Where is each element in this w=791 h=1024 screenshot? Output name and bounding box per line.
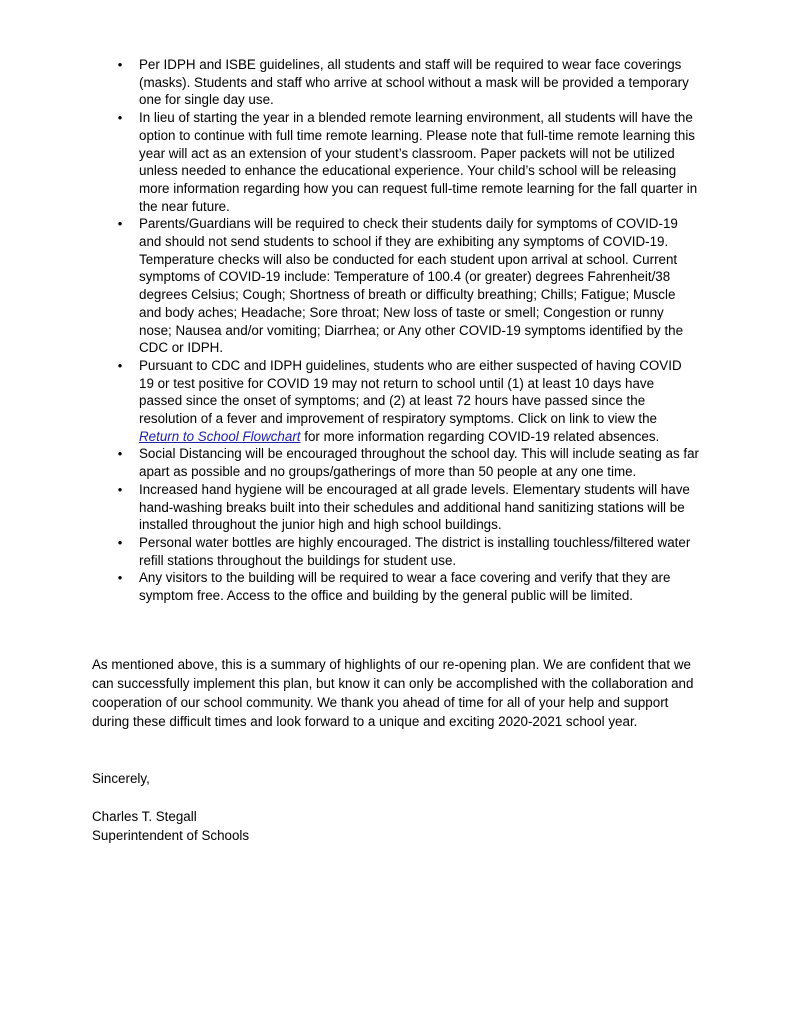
bullet-item-symptom-checks: [0, 215, 699, 357]
signoff: Sincerely,: [92, 771, 150, 786]
bullet-text: Per IDPH and ISBE guidelines, all students and staff will be required to wear face coverings (masks). Students and staff who arrive at school without a mask will be provided a temporary one for single day use.: [139, 57, 689, 108]
bullet-text: In lieu of starting the year in a blended remote learning environment, all students will have the option to continue with full time remote learning. Please note that full-time remote learning this year will act as an extension of your student’s classroom. Paper packets will not be utilized unless needed to enhance the educational experience. Your child’s school will be releasing more information regarding how you can request full-time remote learning for the fall quarter in the near future.: [139, 110, 698, 214]
signature-name: Charles T. Stegall: [92, 809, 197, 824]
bullet-item-visitors: [0, 569, 699, 604]
bullet-list: [0, 56, 791, 605]
bullet-item-social-distancing: [0, 445, 699, 480]
bullet-text-before-link: Pursuant to CDC and IDPH guidelines, students who are either suspected of having COVID 19 or test positive for COVID 19 may not return to school until (1) at least 10 days have passed since the onset of symptoms; and (2) at least 72 hours have passed since the resolution of a fever and improvement of respiratory symptoms. Click on link to view the: [139, 357, 682, 427]
bullet-item-remote-learning: [0, 109, 699, 215]
signature-title: Superintendent of Schools: [92, 828, 250, 843]
bullet-text: Any visitors to the building will be required to wear a face covering and verify that they are symptom free. Access to the office and building by the general public will be limited.: [139, 570, 671, 604]
bullet-text: Parents/Guardians will be required to check their students daily for symptoms of COVID-19 and should not send students to school if they are exhibiting any symptoms of COVID-19. Temperature checks will also be conducted for each student upon arrival at school. Current symptoms of COVID-19 include: Temperature of 100.4 (or greater) degrees Fahrenheit/38 degrees Celsius; Cough; Shortness of breath or difficulty breathing; Chills; Fatigue; Muscle and body aches; Headache; Sore throat; New loss of taste or smell; Congestion or runny nose; Nausea and/or vomiting; Diarrhea; or Any other COVID-19 symptoms identified by the CDC or IDPH.: [139, 216, 684, 356]
bullet-text: Social Distancing will be encouraged throughout the school day. This will include seating as far apart as possible and no groups/gatherings of more than 50 people at any one time.: [139, 446, 699, 480]
bullet-text: Increased hand hygiene will be encouraged at all grade levels. Elementary students will have hand-washing breaks built into their schedules and additional hand sanitizing stations will be installed throughout the junior high and high school buildings.: [139, 481, 690, 533]
bullet-item-masks: [0, 56, 699, 109]
summary-paragraph: As mentioned above, this is a summary of highlights of our re-opening plan. We are confident that we can successfully implement this plan, but know it can only be accomplished with the collaboration and cooperation of our school community. We thank you ahead of time for all of your help and support during these difficult times and look forward to a unique and exciting 2020-2021 school year.: [92, 657, 694, 729]
bullet-icon: •: [117, 481, 123, 497]
bullet-item-hand-hygiene: [0, 481, 699, 534]
bullet-icon: •: [117, 216, 123, 232]
bullet-icon: •: [117, 57, 123, 72]
bullet-icon: •: [117, 110, 123, 126]
bullet-text: Personal water bottles are highly encouraged. The district is installing touchless/filtered water refill stations throughout the buildings for student use.: [139, 534, 691, 568]
bullet-item-return-to-school: [0, 357, 699, 446]
bullet-icon: •: [117, 534, 123, 550]
bullet-text-after-link: for more information regarding COVID-19 related absences.: [300, 428, 660, 444]
return-to-school-flowchart-link[interactable]: Return to School Flowchart: [139, 428, 301, 444]
bullet-icon: •: [117, 570, 123, 586]
bullet-icon: •: [117, 357, 123, 373]
bullet-icon: •: [117, 446, 123, 462]
bullet-item-water-bottles: [0, 534, 699, 569]
